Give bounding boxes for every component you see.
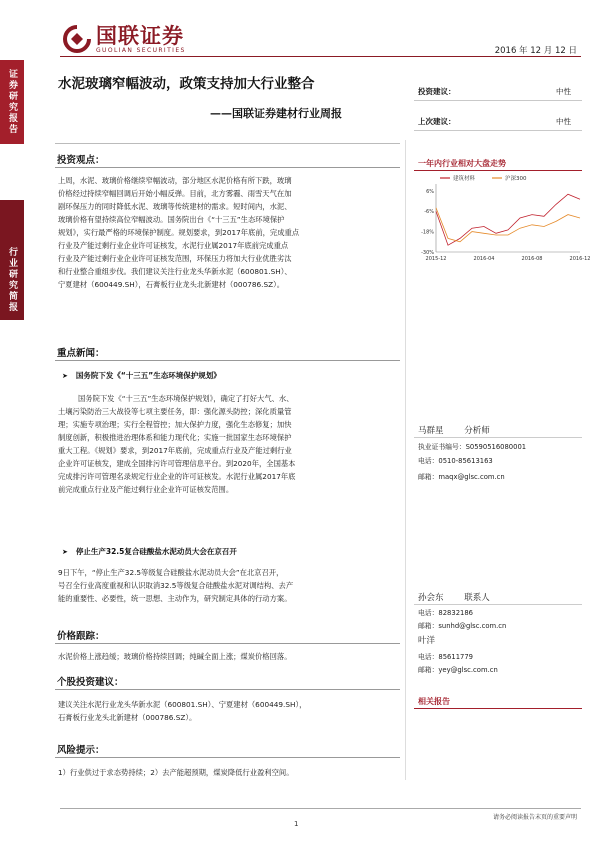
report-title: 水泥玻璃窄幅波动，政策支持加大行业整合 [58, 76, 315, 92]
section-heading-news: 重点新闻： [57, 348, 105, 359]
rating-value: 中性 [556, 87, 571, 96]
logo-english-text: GUOLIAN SECURITIES [96, 46, 186, 54]
analyst-role: 分析师 [464, 426, 490, 436]
analyst-name [418, 591, 490, 603]
y-tick-label: -6% [424, 209, 434, 216]
section-heading-stocks: 个股投资建议： [57, 677, 124, 688]
x-tick-label: 2016-12 [569, 256, 591, 262]
news-item-body: 9日下午，“停止生产32.5等级复合硅酸盐水泥动员大会”在北京召开， 号召全行业高度重视和认识取消32.5等级复合硅酸盐水泥对调结构、去产 能的重要性、必要性，统一思想、主动作为，研究制定具体的行动方案。 [58, 568, 294, 603]
logo-chinese-text: 国联证券 [96, 23, 184, 48]
legend-label: 建筑材料 [453, 176, 476, 182]
rating-label: 投资建议： [418, 87, 456, 96]
related-reports-rule [414, 708, 582, 709]
rating-divider [414, 100, 582, 101]
analyst-name [418, 424, 490, 436]
column-divider [405, 140, 406, 780]
analyst-rule [414, 437, 582, 438]
analyst-role: 联系人 [464, 593, 490, 603]
previous-rating-label: 上次建议： [418, 117, 456, 126]
y-tick-label: -30% [421, 250, 434, 256]
news-item-title [62, 370, 221, 381]
risk-paragraph: 1）行业供过于求态势持续；2）去产能超预期，煤炭降低行业盈利空间。 [58, 768, 294, 777]
arrow-bullet-icon: ➤ [62, 372, 68, 380]
analyst-name: 叶洋 [418, 636, 436, 646]
analyst-email[interactable]: 邮箱：sunhd@glsc.com.cn [418, 622, 507, 630]
previous-rating-value: 中性 [556, 117, 571, 126]
section-rule [55, 643, 400, 644]
section-heading-price: 价格跟踪： [57, 631, 105, 642]
header-rule [60, 56, 581, 57]
analyst-name-text: 孙会东 [418, 593, 444, 603]
view-paragraph: 上周，水泥、玻璃价格继续窄幅波动，部分地区水泥价格有所下跌，玻璃 价格经过持续窄幅回调后开始小幅反弹。目前，北方雾霾、雨雪天气在加 剧环保压力的同时降低水泥、玻璃等传统建材的需求。短时间内，水泥、 玻璃价格有望持续高位窄幅波动。国务院出台《“十三五”生态环境保护 规划》，实行最严格的环境保护制度。规划要求，到2017年底前，完成重点 行业及产能过剩行业企业许可证核发，水泥行业属2017年底前完成重点 行业及产能过剩行业企业许可证核发范围，环保压力将加大行业优胜劣汰 和行业整合重组步伐。我们建议关注行业龙头华新水泥（600801.SH）、 宁夏建材（600449.SH），石膏板行业龙头北新建材（000786.SZ）。 [58, 176, 300, 289]
band-report-category: 行业研究简报 [0, 200, 24, 320]
rating-divider [414, 130, 582, 131]
legend-label: 沪深300 [505, 176, 527, 182]
analyst-rule [414, 604, 582, 605]
report-date: 2016 年 12 月 12 日 [494, 46, 577, 56]
news-item-title-text: 国务院下发《“十三五”生态环境保护规划》 [75, 371, 221, 380]
section-heading-view: 投资观点： [57, 155, 105, 166]
x-tick-label: 2016-04 [473, 256, 495, 262]
analyst-name-text: 马群星 [418, 426, 444, 436]
band-report-type: 证券研究报告 [0, 60, 24, 144]
x-tick-label: 2015-12 [425, 256, 447, 262]
section-heading-risk: 风险提示： [57, 745, 105, 756]
news-item-body: 国务院下发《“十三五”生态环境保护规划》，确定了打好大气、水、 土壤污染防治三大战役等七项主要任务，即：强化源头防控；深化质量管 理；实施专项治理；实行全程管控；加大保护力度，强化生态修复；加快 制度创新，积极推进治理体系和能力现代化；实施一批国家生态环境保护 重大工程。《规划》要求，到2017年底前，完成重点行业及产能过剩行业 企业许可证核发，建成全国排污许可管理信息平台。到2020年，全国基本 完成排污许可管理名录规定行业企业的许可证核发。水泥行业属2017年底 前完成重点行业及产能过剩行业企业许可证核发范围。 [58, 394, 296, 494]
analyst-email[interactable]: 邮箱：yey@glsc.com.cn [418, 666, 498, 674]
logo-mark-icon [62, 24, 92, 54]
x-tick-label: 2016-08 [521, 256, 543, 262]
price-paragraph: 水泥价格上涨趋缓；玻璃价格持续回调；纯碱全面上涨；煤炭价格回落。 [58, 652, 292, 661]
y-tick-label: 6% [426, 188, 434, 195]
analyst-phone: 电话：0510-85613163 [418, 457, 493, 465]
series-line-csi300 [436, 208, 580, 242]
analyst-email[interactable]: 邮箱：maqx@glsc.com.cn [418, 473, 505, 481]
section-rule [55, 360, 400, 361]
section-rule [55, 689, 400, 690]
section-rule [55, 757, 400, 758]
section-rule [55, 167, 400, 168]
page-number: 1 [294, 820, 299, 828]
main-column-top-rule [55, 143, 400, 144]
arrow-bullet-icon: ➤ [62, 548, 68, 556]
news-item-title [62, 546, 237, 557]
analyst-phone: 电话：85611779 [418, 653, 473, 661]
chart-title: 一年内行业相对大盘走势 [418, 159, 506, 168]
company-logo [62, 21, 222, 57]
stocks-paragraph: 建议关注水泥行业龙头华新水泥（600801.SH）、宁夏建材（600449.SH）， 石膏板行业龙头北新建材（000786.SZ）。 [58, 700, 307, 722]
report-subtitle: ——国联证券建材行业周报 [210, 107, 342, 120]
analyst-phone: 电话：82832186 [418, 609, 473, 617]
related-reports-heading: 相关报告 [418, 697, 450, 706]
footer-rule [60, 808, 581, 809]
analyst-cert: 执业证书编号：S0590516080001 [418, 443, 527, 451]
relative-performance-chart [410, 170, 591, 266]
news-item-title-text: 停止生产32.5复合硅酸盐水泥动员大会在京召开 [75, 547, 237, 556]
footer-disclaimer: 请务必阅读报告末页的重要声明 [492, 814, 577, 821]
y-tick-label: -18% [421, 229, 434, 236]
